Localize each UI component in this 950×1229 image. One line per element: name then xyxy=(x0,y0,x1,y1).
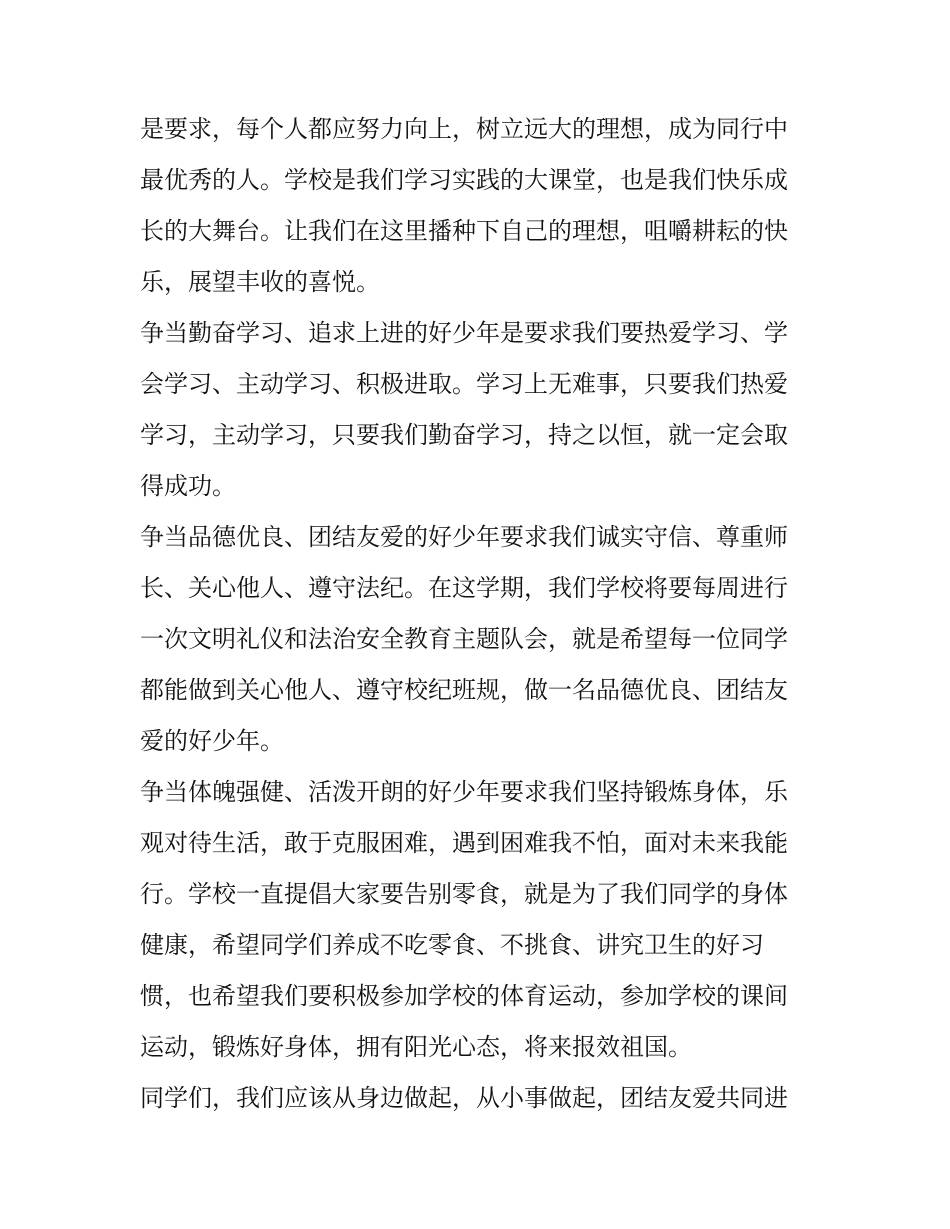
text-line: 学习，主动学习，只要我们勤奋学习，持之以恒，就一定会取 xyxy=(140,421,788,449)
text-line: 乐，展望丰收的喜悦。 xyxy=(140,268,380,296)
text-line: 爱的好少年。 xyxy=(140,727,284,755)
text-line: 会学习、主动学习、积极进取。学习上无难事，只要我们热爱 xyxy=(140,370,788,398)
text-line: 运动，锻炼好身体，拥有阳光心态，将来报效祖国。 xyxy=(140,1033,692,1061)
text-line: 同学们，我们应该从身边做起，从小事做起，团结友爱共同进 xyxy=(140,1084,788,1112)
text-line: 行。学校一直提倡大家要告别零食，就是为了我们同学的身体 xyxy=(140,880,788,908)
text-line: 都能做到关心他人、遵守校纪班规，做一名品德优良、团结友 xyxy=(140,676,788,704)
text-line: 长的大舞台。让我们在这里播种下自己的理想，咀嚼耕耘的快 xyxy=(140,217,788,245)
text-line: 惯，也希望我们要积极参加学校的体育运动，参加学校的课间 xyxy=(140,982,788,1010)
document-body xyxy=(140,104,820,1124)
text-line: 得成功。 xyxy=(140,472,236,500)
text-line: 健康，希望同学们养成不吃零食、不挑食、讲究卫生的好习 xyxy=(140,931,764,959)
text-line: 一次文明礼仪和法治安全教育主题队会，就是希望每一位同学 xyxy=(140,625,788,653)
text-line: 长、关心他人、遵守法纪。在这学期，我们学校将要每周进行 xyxy=(140,574,788,602)
text-line: 最优秀的人。学校是我们学习实践的大课堂，也是我们快乐成 xyxy=(140,166,788,194)
text-line: 争当体魄强健、活泼开朗的好少年要求我们坚持锻炼身体，乐 xyxy=(140,778,788,806)
text-line: 观对待生活，敢于克服困难，遇到困难我不怕，面对未来我能 xyxy=(140,829,788,857)
text-line: 争当品德优良、团结友爱的好少年要求我们诚实守信、尊重师 xyxy=(140,523,788,551)
text-line: 争当勤奋学习、追求上进的好少年是要求我们要热爱学习、学 xyxy=(140,319,788,347)
text-line: 是要求，每个人都应努力向上，树立远大的理想，成为同行中 xyxy=(140,115,788,143)
